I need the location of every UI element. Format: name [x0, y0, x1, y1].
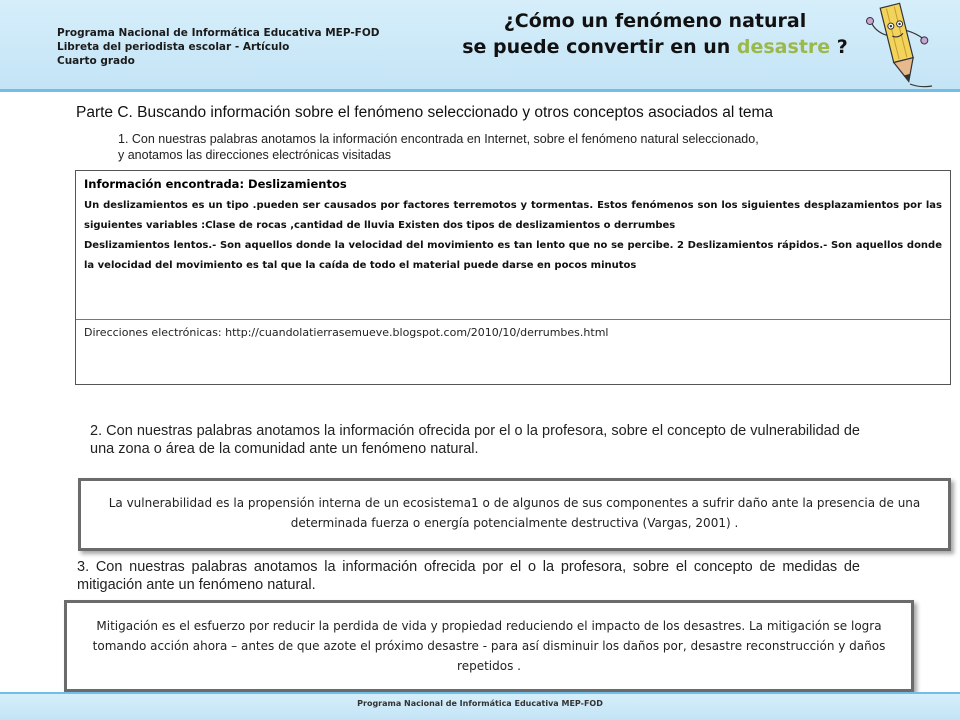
program-line: Programa Nacional de Informática Educativa MEP-FOD — [57, 27, 380, 39]
title-line-1: ¿Cómo un fenómeno natural — [503, 10, 807, 32]
footer-text: Programa Nacional de Informática Educativa MEP-FOD — [357, 699, 603, 708]
pencil-mascot-icon — [862, 2, 942, 90]
title-line-2 — [440, 34, 870, 60]
answer-box-vulnerability — [78, 478, 951, 551]
question-2: 2. Con nuestras palabras anotamos la información ofrecida por el o la profesora, sobre el concepto de vulnerabilidad de una zona o área de la comunidad ante un fenómeno natural. — [90, 423, 860, 457]
info-cell — [76, 171, 950, 320]
question-3: 3. Con nuestras palabras anotamos la información ofrecida por el o la profesora, sobre el concepto de medidas de mitigación ante un fenómeno natural. — [77, 559, 860, 593]
info-table — [75, 170, 951, 385]
part-c-heading: Parte C. Buscando información sobre el fenómeno seleccionado y otros conceptos asociados al tema — [76, 104, 774, 121]
program-line: Cuarto grado — [57, 55, 135, 67]
program-info — [57, 26, 380, 68]
question-1 — [118, 131, 878, 163]
info-heading: Información encontrada: Deslizamientos — [84, 177, 347, 191]
question-1-line: y anotamos las direcciones electrónicas visitadas — [118, 148, 392, 162]
directions-cell — [76, 320, 950, 384]
program-line: Libreta del periodista escolar - Artículo — [57, 41, 290, 53]
title-highlight: desastre — [736, 36, 831, 58]
question-1-line: 1. Con nuestras palabras anotamos la información encontrada en Internet, sobre el fenómeno natural seleccionado, — [118, 132, 759, 146]
page-title — [440, 8, 870, 60]
footer-bar — [0, 692, 960, 720]
directions-text: Direcciones electrónicas: http://cuandolatierrasemueve.blogspot.com/2010/10/derrumbes.html — [84, 326, 609, 339]
answer-text: La vulnerabilidad es la propensión interna de un ecosistema1 o de algunos de sus componentes a sufrir daño ante la presencia de una determinada fuerza o energía potencialmente destructiva (Vargas, 2001) . — [108, 496, 921, 530]
title-suffix: ? — [830, 36, 848, 58]
answer-text: Mitigación es el esfuerzo por reducir la perdida de vida y propiedad reduciendo el impacto de los desastres. La mitigación se logra tomando acción ahora – antes de que azote el próximo desastre - para así disminuir los daños por, desastre reconstrucción y daños repetidos . — [92, 619, 886, 673]
answer-box-mitigation — [64, 600, 914, 692]
info-body: Un deslizamientos es un tipo .pueden ser causados por factores terremotos y tormentas. Estos fenómenos son los siguientes desplazamientos por las siguientes variables :Clase de rocas ,cantidad de lluvia Existen dos tipos de deslizamientos o derrumbes — [84, 200, 942, 231]
info-body-2: Deslizamientos lentos.- Son aquellos donde la velocidad del movimiento es tan lento que no se percibe. 2 Deslizamientos rápidos.- Son aquellos donde la velocidad del movimiento es tal que la caída de todo el material puede darse en pocos minutos — [84, 240, 942, 271]
title-prefix: se puede convertir en un — [462, 36, 737, 58]
